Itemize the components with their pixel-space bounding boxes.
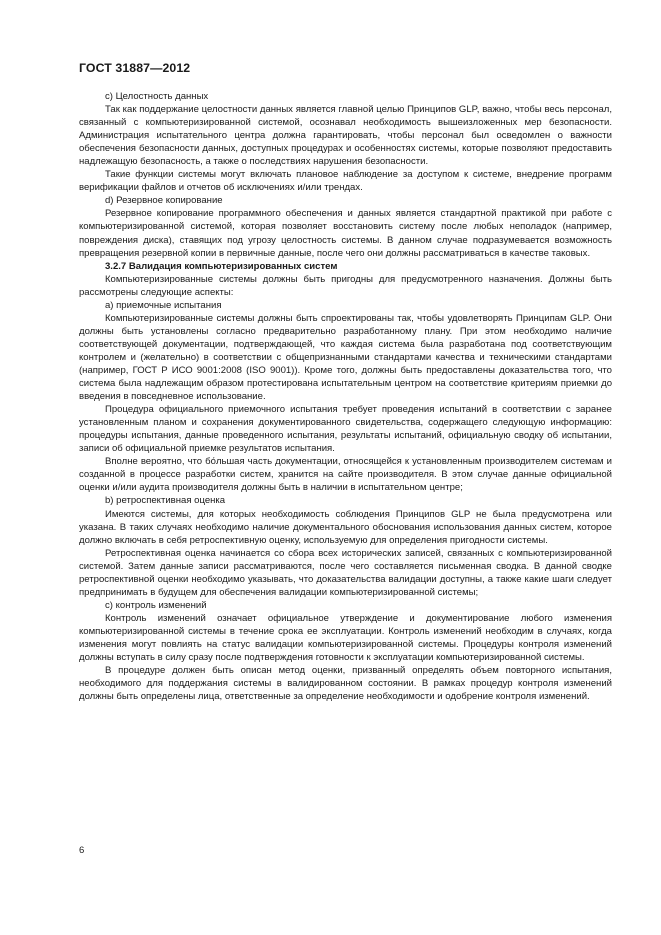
- subsection-item: c) контроль изменений: [105, 599, 207, 611]
- subsection-item: d) Резервное копирование: [105, 195, 223, 207]
- document-header: ГОСТ 31887—2012: [79, 61, 191, 75]
- body-paragraph: Имеются системы, для которых необходимость соблюдения Принципов GLP не была предусмотрена или указана. В таких случаях необходимо наличие документального обоснования использования данных систем, которое должно включать в себя ретроспективную оценку, используемую для определения пригодности системы.: [79, 508, 612, 546]
- body-paragraph: Контроль изменений означает официальное утверждение и документирование любого изменения компьютеризированной системы в течение срока ее эксплуатации. Контроль изменений необходим в случаях, когда изменения могут повлиять на статус валидации компьютеризированной системы. Процедуры контроля изменений должны вступать в силу сразу после подтверждения готовности к эксплуатации компьютеризированной системы.: [79, 612, 612, 664]
- body-paragraph: Такие функции системы могут включать плановое наблюдение за доступом к системе, внедрение программ верификации файлов и отчетов об исключениях и/или трендах.: [79, 169, 612, 194]
- body-paragraph: В процедуре должен быть описан метод оценки, призванный определять объем повторного испытания, необходимого для поддержания системы в валидированном состоянии. В рамках процедур контроля изменений должны быть определены лица, ответственные за определение необходимости и одобрение контроля изменений.: [79, 665, 612, 703]
- body-paragraph: Компьютеризированные системы должны быть спроектированы так, чтобы удовлетворять Принципам GLP. Они должны быть установлены согласно предварительно разработанному плану. При этом необходимо наличие соответствующей документации, подтверждающей, что каждая система была разработана под соответствующим контролем и (желательно) в соответствии с общепризнанными стандартами качества и техническими стандартами (например, ГОСТ Р ИСО 9001:2008 (ISO 9001)). Кроме того, должны быть предоставлены доказательства того, что система была надлежащим образом протестирована испытательным центром на соответствие критериям приемки до введения в повседневное использование.: [79, 312, 612, 403]
- body-paragraph: Вполне вероятно, что бо́льшая часть документации, относящейся к установленным производителем системам и созданной в процессе разработки систем, хранится на сайте производителя. В этом случае данные официальной оценки и/или аудита производителя должны быть в наличии в испытательном центре;: [79, 456, 612, 494]
- page-number: 6: [79, 845, 85, 856]
- body-paragraph: Компьютеризированные системы должны быть пригодны для предусмотренного назначения. Должны быть рассмотрены следующие аспекты:: [79, 273, 612, 298]
- body-paragraph: Так как поддержание целостности данных является главной целью Принципов GLP, важно, чтобы весь персонал, связанный с компьютеризированной системой, осознавал необходимость вышеизложенных мер безопасности. Администрация испытательного центра должна гарантировать, чтобы персонал был осведомлен о важности обеспечения безопасности данных, доступных процедурах и особенностях системы, которые позволяют предоставить надлежащую безопасность, а также о последствиях нарушения безопасности.: [79, 104, 612, 168]
- body-paragraph: Процедура официального приемочного испытания требует проведения испытаний в соответствии с заранее установленным планом и сохранения документированного свидетельства, содержащего следующую информацию: процедуры испытания, данные проведенного испытания, результаты испытаний, официальную сводку об испытании, записи об официальной приемке результатов испытания.: [79, 404, 612, 455]
- body-paragraph: Резервное копирование программного обеспечения и данных является стандартной практикой при работе с компьютеризированной системой, которая позволяет восстановить систему после любых неполадок (например, повреждения диска), ставящих под угрозу целостность системы. В данном случае подразумевается возможность превращения резервной копии в первичные данные, после чего они должны рассматриваться в качестве таковых.: [79, 208, 612, 259]
- subsection-item: b) ретроспективная оценка: [105, 495, 226, 507]
- section-heading: 3.2.7 Валидация компьютеризированных систем: [105, 260, 338, 272]
- subsection-item: c) Целостность данных: [105, 91, 209, 102]
- subsection-item: a) приемочные испытания: [105, 299, 222, 311]
- body-paragraph: Ретроспективная оценка начинается со сбора всех исторических записей, связанных с компьютеризированной системой. Затем данные записи рассматриваются, после чего составляется письменная сводка. В данной сводке ретроспективной оценки необходимо указывать, что доказательства валидации доступны, а также какие шаги следует предпринимать в будущем для обеспечения валидации компьютеризированной системы;: [79, 547, 612, 598]
- document-body: [79, 90, 612, 703]
